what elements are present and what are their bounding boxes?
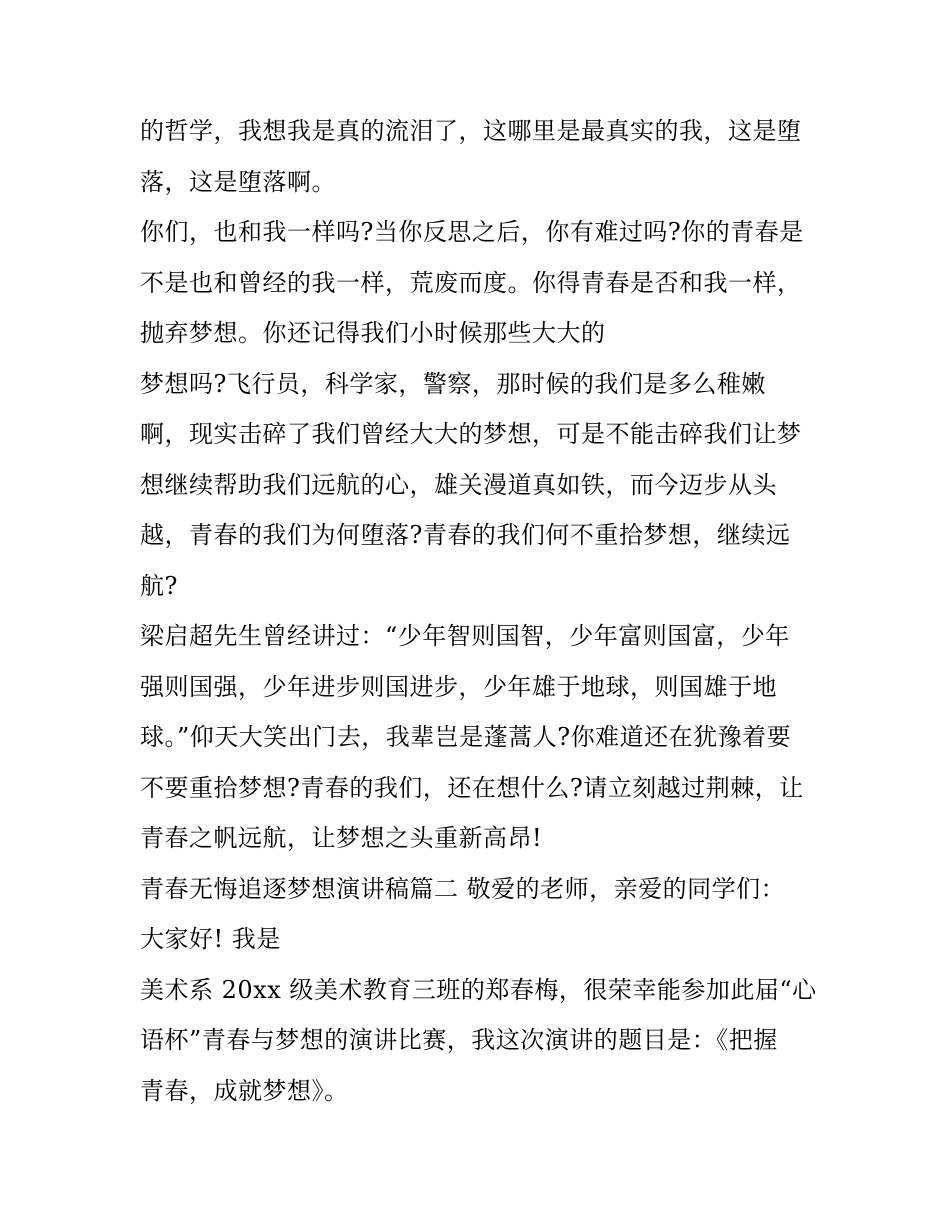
- section-heading-line: 青春无悔追逐梦想演讲稿篇二 敬爱的老师，亲爱的同学们：: [140, 874, 786, 903]
- text-line: 青春，成就梦想》。: [140, 1076, 349, 1105]
- text-line: 梁启超先生曾经讲过：“少年智则国智，少年富则国富，少年: [140, 622, 790, 650]
- document-body: [140, 106, 830, 1116]
- text-line: 大家好! 我是: [140, 925, 281, 953]
- text-line: 不要重拾梦想?青春的我们，还在想什么?请立刻越过荆棘，让: [140, 773, 804, 802]
- text-line: 抛弃梦想。你还记得我们小时候那些大大的: [140, 319, 606, 347]
- text-line: 青春之帆远航，让梦想之头重新高昂!: [140, 824, 543, 852]
- text-line: 越，青春的我们为何堕落?青春的我们何不重拾梦想，继续远: [140, 521, 791, 549]
- text-line: 航?: [140, 571, 178, 600]
- text-line: 语杯”青春与梦想的演讲比赛，我这次演讲的题目是：《把握: [140, 1026, 778, 1054]
- text-line: 强则国强，少年进步则国进步，少年雄于地球，则国雄于地: [140, 672, 777, 701]
- text-line: 的哲学，我想我是真的流泪了，这哪里是最真实的我，这是堕: [140, 117, 802, 145]
- text-line: 梦想吗?飞行员，科学家，警察，那时候的我们是多么稚嫩: [140, 369, 766, 398]
- text-line: 想继续帮助我们远航的心，雄关漫道真如铁，而今迈步从头: [140, 470, 777, 499]
- text-line: 球。”仰天大笑出门去，我辈岂是蓬蒿人?你难道还在犹豫着要: [140, 723, 792, 751]
- text-line: 美术系 20xx 级美术教育三班的郑春梅，很荣幸能参加此届“心: [140, 975, 817, 1004]
- text-line: 落，这是堕落啊。: [140, 167, 336, 196]
- text-line: 你们，也和我一样吗?当你反思之后，你有难过吗?你的青春是: [140, 218, 804, 246]
- text-line: 不是也和曾经的我一样，荒废而度。你得青春是否和我一样，: [140, 268, 802, 297]
- text-line: 啊，现实击碎了我们曾经大大的梦想，可是不能击碎我们让梦: [140, 420, 802, 448]
